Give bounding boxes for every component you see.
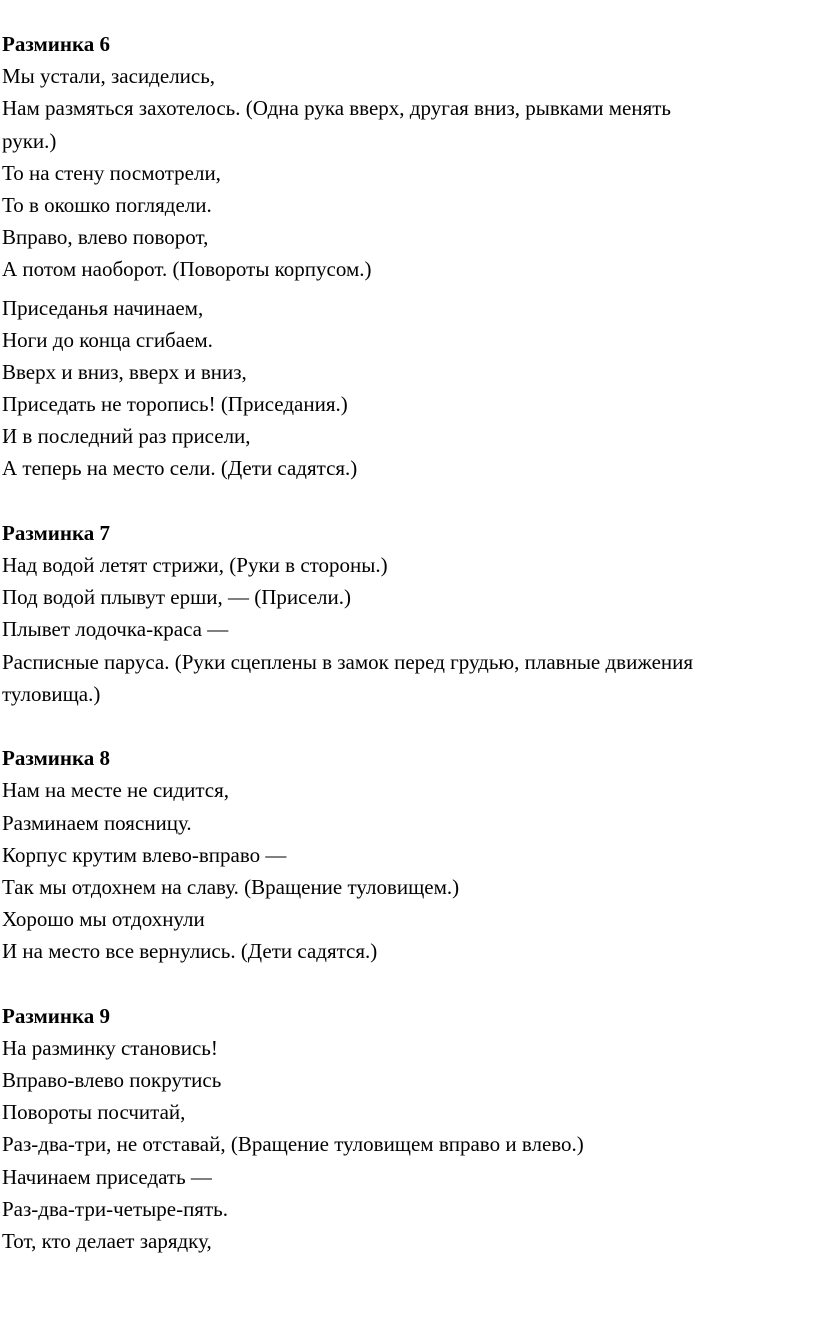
verse-line: Вправо, влево поворот, [2,225,209,250]
verse-line: Вверх и вниз, вверх и вниз, [2,359,247,384]
verse-line: А теперь на место сели. (Дети садятся.) [2,456,358,481]
verse-line: Раз-два-три-четыре-пять. [2,1196,228,1221]
section-heading: Разминка 6 [2,32,111,56]
verse-line: Расписные паруса. (Руки сцеплены в замок перед грудью, плавные движения [2,649,694,674]
verse-line: Начинаем приседать — [2,1164,212,1189]
section-heading: Разминка 8 [2,746,111,771]
verse-line: И в последний раз присели, [2,424,251,449]
verse-line: Раз-два-три, не отставай, (Вращение туловищем вправо и влево.) [2,1132,584,1157]
verse-line: Нам на месте не сидится, [2,778,229,803]
section-heading: Разминка 9 [2,1003,111,1028]
stanza [2,60,812,285]
section-spacer [2,710,812,742]
verse-line: Вправо-влево покрутись [2,1068,222,1092]
verse-line: Разминаем поясницу. [2,810,192,835]
section-warmup-6 [2,28,812,485]
verse-line: Плывет лодочка-краса — [2,617,229,642]
verse-line: А потом наоборот. (Повороты корпусом.) [2,257,372,282]
section-heading: Разминка 7 [2,520,111,545]
verse-line: Корпус крутим влево-вправо — [2,842,287,867]
verse-line: Повороты посчитай, [2,1100,186,1125]
verse-line: На разминку становись! [2,1035,218,1060]
section-warmup-7 [2,517,812,710]
verse-line: Так мы отдохнем на славу. (Вращение туловищем.) [2,874,460,899]
section-warmup-9 [2,1000,812,1258]
verse-line: Приседать не торопись! (Приседания.) [2,392,348,417]
verse-line: Нам размяться захотелось. (Одна рука вверх, другая вниз, рывками менять [2,96,672,121]
verse-line: Мы устали, засиделись, [2,64,216,89]
section-spacer [2,967,812,999]
stanza [2,292,812,485]
verse-line: И на место все вернулись. (Дети садятся.) [2,939,378,964]
verse-line: Тот, кто делает зарядку, [2,1228,212,1253]
verse-line: Хорошо мы отдохнули [2,907,205,932]
verse-line: Ноги до конца сгибаем. [2,327,213,352]
verse-line: руки.) [2,128,57,153]
verse-line: Над водой летят стрижи, (Руки в стороны.) [2,553,388,577]
verse-line: Под водой плывут ерши, — (Присели.) [2,585,352,610]
verse-line: туловища.) [2,681,101,706]
verse-line: То в окошко поглядели. [2,192,212,217]
verse-line: Приседанья начинаем, [2,295,204,320]
verse-line: То на стену посмотрели, [2,160,221,185]
section-spacer [2,485,812,517]
document-page [2,28,812,1257]
section-warmup-8 [2,742,812,967]
